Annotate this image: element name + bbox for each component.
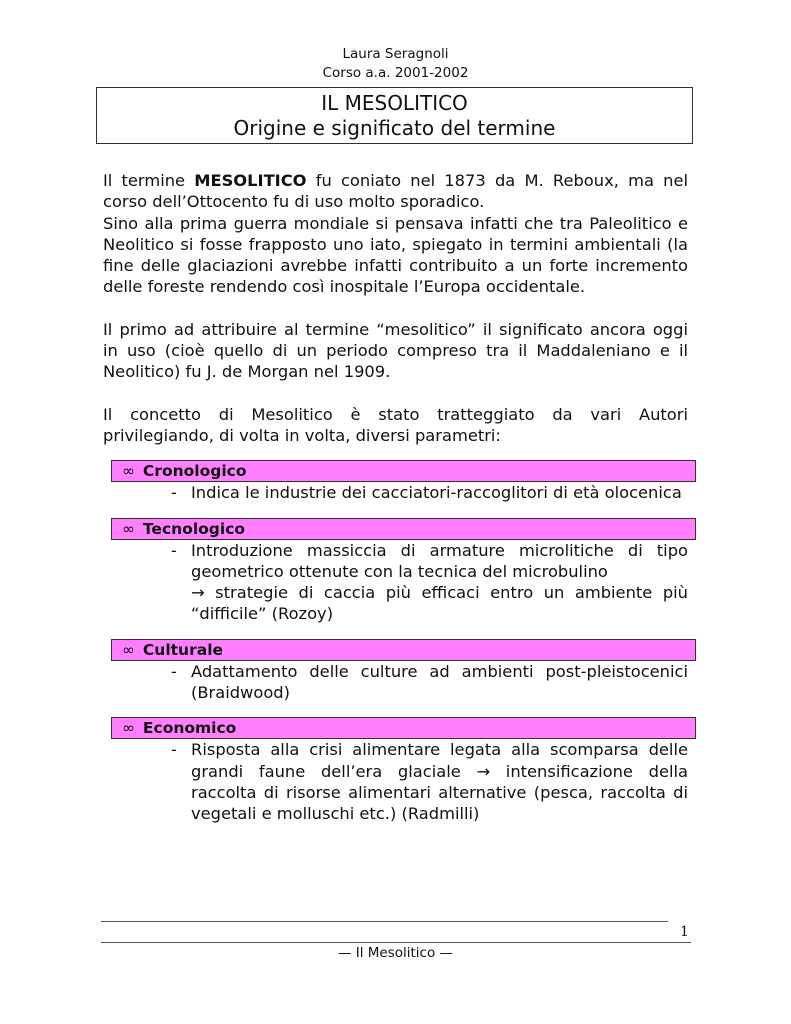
arrow-right-icon: → [191, 583, 205, 603]
page-header [0, 45, 791, 83]
section-title: Cronologico [142, 462, 247, 481]
infinity-icon: ∞ [122, 519, 135, 538]
dash-bullet: - [171, 483, 177, 503]
paragraph-history: Sino alla prima guerra mondiale si pensava infatti che tra Paleolitico e Neolitico si fosse frapposto uno iato, spiegato in termini ambientali (la fine delle glaciazioni avrebbe infatti contribuito a un forte incremento delle foreste rendendo così inospitale l’Europa occidentale. [103, 213, 688, 297]
term-mesolitico: MESOLITICO [194, 171, 307, 190]
infinity-icon: ∞ [122, 640, 135, 659]
list-item-text: Indica le industrie dei cacciatori-raccoglitori di età olocenica [191, 483, 682, 503]
item-text-part: intensificazione della raccolta di risorse alimentari alternative (pesca, raccolta di vegetali e molluschi etc.) (Radmilli) [191, 761, 688, 824]
paragraph-origin [103, 170, 688, 213]
footer-rule-top [101, 921, 668, 922]
section-header [111, 717, 696, 739]
page-subtitle: Origine e significato del termine [233, 116, 556, 140]
list-item-text [191, 739, 688, 824]
page-title: IL MESOLITICO [321, 91, 468, 115]
list-item [171, 482, 688, 503]
footer-label: — Il Mesolitico — [337, 945, 454, 961]
section-cronologico [103, 460, 688, 503]
list-item-text: Adattamento delle culture ad ambienti post-pleistocenici (Braidwood) [191, 661, 688, 703]
list-item [171, 739, 688, 824]
section-culturale [103, 639, 688, 704]
arrow-right-icon: → [476, 761, 491, 781]
course-year: Corso a.a. 2001-2002 [322, 65, 469, 81]
page-number: 1 [680, 924, 689, 940]
paragraph-text: Il termine [103, 171, 195, 190]
title-box [96, 87, 693, 144]
list-item [171, 540, 688, 583]
section-tecnologico [103, 518, 688, 625]
section-header [111, 460, 696, 482]
dash-bullet: - [171, 740, 177, 760]
section-title: Economico [142, 719, 237, 738]
dash-bullet: - [171, 540, 177, 560]
section-header [111, 518, 696, 540]
list-item [171, 661, 688, 704]
dash-bullet: - [171, 661, 177, 681]
list-item-text: Introduzione massiccia di armature microlitiche di tipo geometrico ottenute con la tecnica del microbulino [191, 540, 688, 581]
item-text-part: Risposta alla crisi alimentare legata alla scomparsa delle grandi faune dell’era glaciale [191, 740, 688, 781]
author-name: Laura Seragnoli [342, 46, 449, 62]
infinity-icon: ∞ [122, 462, 135, 481]
document-body [103, 170, 688, 825]
arrow-consequence [191, 582, 688, 625]
section-header [111, 639, 696, 661]
paragraph-concept: Il concetto di Mesolitico è stato tratteggiato da vari Autori privilegiando, di volta in volta, diversi parametri: [103, 404, 688, 445]
section-title: Tecnologico [142, 519, 246, 538]
section-title: Culturale [142, 640, 224, 659]
section-economico [103, 717, 688, 824]
paragraph-text: fu coniato nel 1873 da M. Reboux, ma nel corso dell’Ottocento fu di uso molto sporadico. [103, 171, 688, 212]
arrow-text: strategie di caccia più efficaci entro un ambiente più “difficile” (Rozoy) [191, 583, 688, 624]
footer-rule-bottom [101, 942, 691, 943]
infinity-icon: ∞ [122, 719, 135, 738]
paragraph-definition: Il primo ad attribuire al termine “mesolitico” il significato ancora oggi in uso (cioè quello di un periodo compreso tra il Maddaleniano e il Neolitico) fu J. de Morgan nel 1909. [103, 319, 688, 382]
